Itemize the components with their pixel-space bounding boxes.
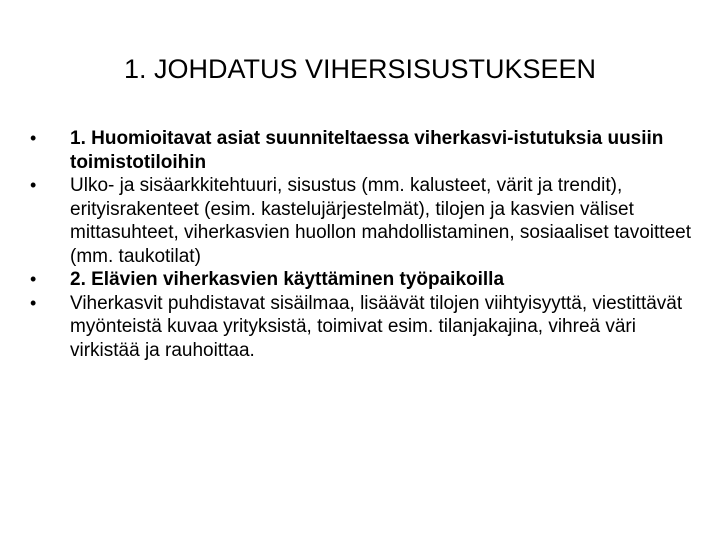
bullet-marker: • xyxy=(30,175,37,195)
bullet-marker: • xyxy=(30,269,37,289)
bullet-item-heading-2 xyxy=(30,268,698,292)
bullet-marker: • xyxy=(30,292,37,313)
slide-title: 1. JOHDATUS VIHERSISUSTUKSEEN xyxy=(123,54,597,84)
bullet-text: 2. Elävien viherkasvien käyttäminen työpaikoilla xyxy=(70,269,505,290)
bullet-text: Ulko- ja sisäarkkitehtuuri, sisustus (mm. kalusteet, värit ja trendit), erityisrakenteet (esim. kastelujärjestelmät), tilojen ja kasvien väliset mittasuhteet, viherkasvien huollon mahdollistaminen, sosiaaliset tavoitteet (mm. taukotilat) xyxy=(70,175,691,267)
bullet-item-heading-1 xyxy=(30,127,698,174)
bullet-text: Viherkasvit puhdistavat sisäilmaa, lisäävät tilojen viihtyisyyttä, viestittävät myönteistä kuvaa yrityksistä, toimivat esim. tilanjakajina, vihreä väri virkistää ja rauhoittaa. xyxy=(70,292,683,361)
bullet-list xyxy=(30,127,698,362)
bullet-text: 1. Huomioitavat asiat suunniteltaessa viherkasvi-istutuksia uusiin toimistotiloihin xyxy=(70,128,664,173)
bullet-item-considerations xyxy=(30,174,698,268)
bullet-marker: • xyxy=(30,128,37,148)
bullet-item-benefits xyxy=(30,292,698,363)
